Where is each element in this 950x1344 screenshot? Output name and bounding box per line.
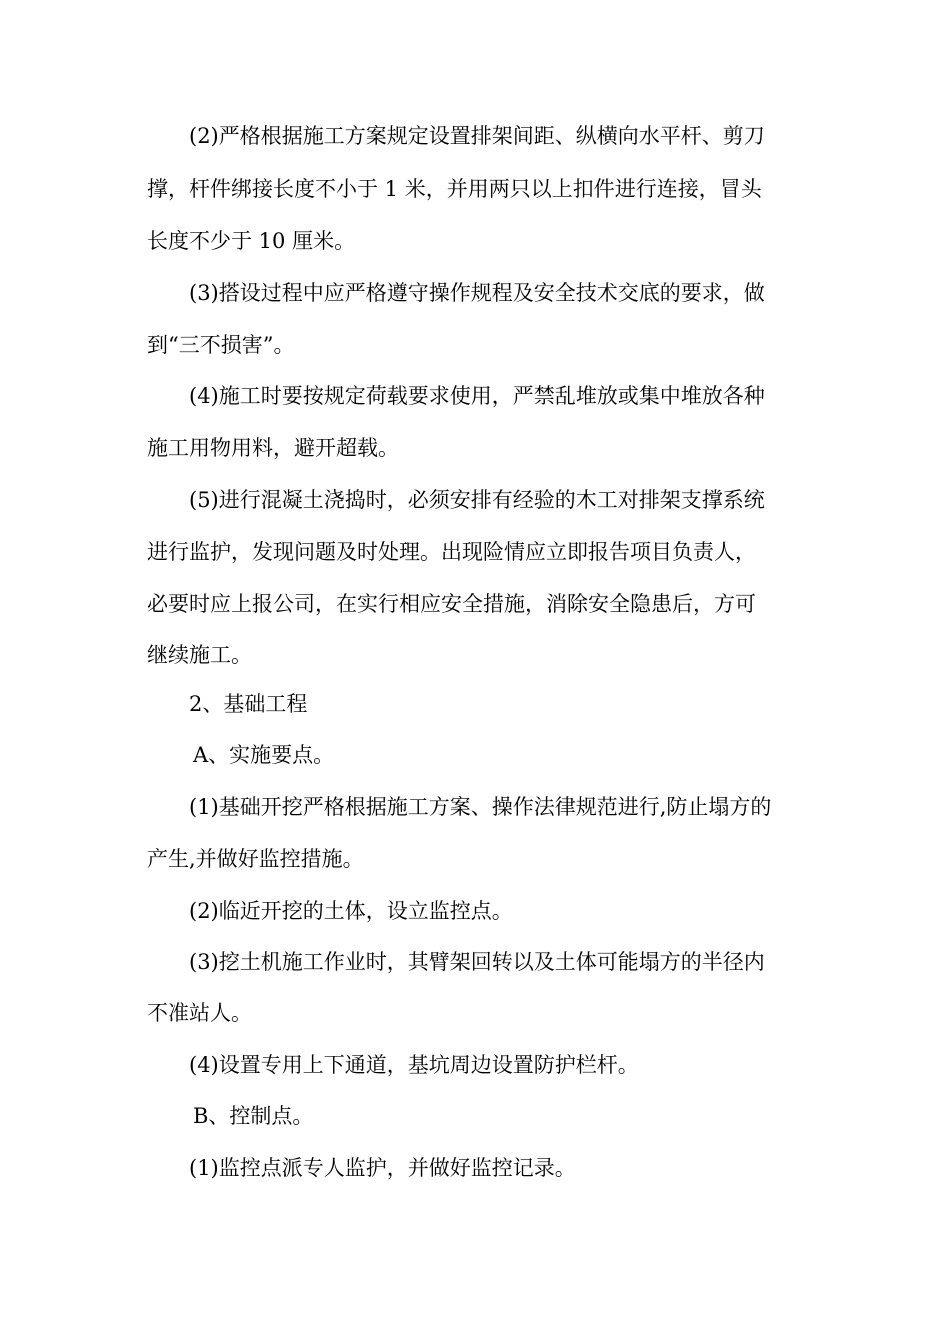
subsection-heading: B、控制点。: [193, 1104, 314, 1128]
section-heading: 2、基础工程: [189, 692, 308, 716]
paragraph-line: (2)临近开挖的土体，设立监控点。: [189, 899, 513, 923]
paragraph-line: 撑，杆件绑接长度不小于 1 米，并用两只以上扣件进行连接，冒头: [147, 177, 762, 201]
paragraph-line: (5)进行混凝土浇捣时，必须安排有经验的木工对排架支撑系统: [189, 488, 765, 512]
paragraph-line: (4)设置专用上下通道，基坑周边设置防护栏杆。: [189, 1053, 639, 1077]
paragraph-line: (3)挖土机施工作业时，其臂架回转以及土体可能塌方的半径内: [189, 950, 765, 974]
paragraph-line: (1)监控点派专人监护，并做好监控记录。: [189, 1156, 576, 1180]
paragraph-line: 必要时应上报公司，在实行相应安全措施，消除安全隐患后，方可: [147, 592, 756, 616]
paragraph-line: 继续施工。: [147, 643, 252, 667]
paragraph-line: 不准站人。: [147, 1001, 252, 1025]
paragraph-line: 长度不少于 10 厘米。: [147, 229, 356, 253]
paragraph-line: (2)严格根据施工方案规定设置排架间距、纵横向水平杆、剪刀: [189, 124, 765, 148]
paragraph-line: 进行监护，发现问题及时处理。出现险情应立即报告项目负责人，: [147, 540, 756, 564]
paragraph-line: (3)搭设过程中应严格遵守操作规程及安全技术交底的要求，做: [189, 281, 765, 305]
paragraph-line: 施工用物用料，避开超载。: [147, 436, 399, 460]
paragraph-line: 到“三不损害”。: [147, 333, 295, 357]
paragraph-line: (4)施工时要按规定荷载要求使用，严禁乱堆放或集中堆放各种: [189, 384, 765, 408]
paragraph-line: 产生,并做好监控措施。: [147, 847, 364, 871]
subsection-heading: A、实施要点。: [193, 743, 335, 767]
paragraph-line: (1)基础开挖严格根据施工方案、操作法律规范进行,防止塌方的: [189, 795, 772, 819]
